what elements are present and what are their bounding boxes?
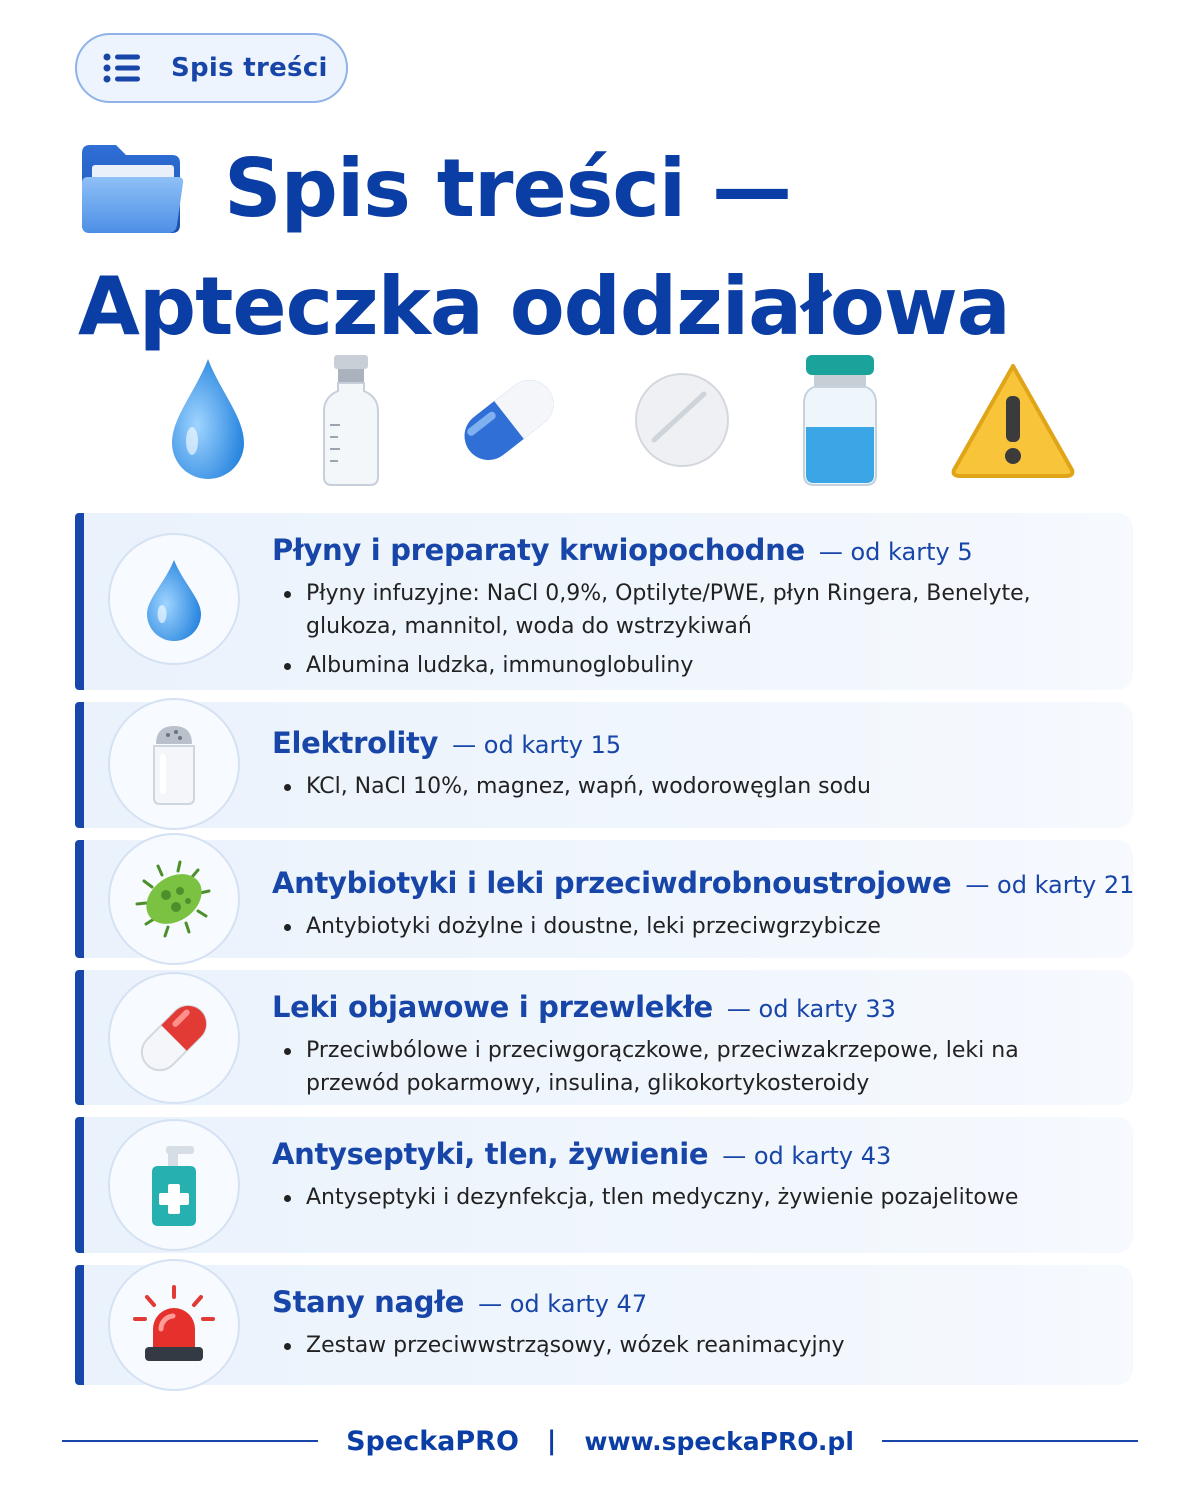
microbe-icon — [132, 857, 216, 941]
warning-icon — [948, 360, 1078, 480]
siren-icon — [129, 1283, 219, 1367]
section-page-ref: — od karty 47 — [478, 1290, 648, 1318]
list-item: Albumina ludzka, immunoglobuliny — [272, 649, 1113, 682]
toc-button[interactable] — [75, 33, 348, 103]
section-page-ref: — od karty 43 — [722, 1142, 892, 1170]
footer-url[interactable]: www.speckaPRO.pl — [584, 1426, 854, 1456]
list-item: Antybiotyki dożylne i doustne, leki przeciwgrzybicze — [272, 910, 1113, 943]
section-title: Leki objawowe i przewlekłe — [272, 990, 713, 1024]
toc-section-symptomatic[interactable] — [75, 970, 1133, 1105]
capsule-icon — [454, 360, 564, 480]
section-icon-frame — [108, 1259, 240, 1391]
medicine-bottle-icon — [800, 353, 880, 488]
section-icon-frame — [108, 972, 240, 1104]
toc-section-emergency[interactable] — [75, 1265, 1133, 1385]
tablet-icon — [632, 370, 732, 470]
footer — [62, 1418, 1138, 1464]
section-page-ref: — od karty 15 — [452, 731, 622, 759]
list-item: Zestaw przeciwwstrząsowy, wózek reanimacyjny — [272, 1329, 1113, 1362]
section-icon-frame — [108, 833, 240, 965]
folder-icon — [78, 143, 186, 235]
section-icon-frame — [108, 1119, 240, 1251]
list-icon — [103, 53, 141, 83]
footer-brand: SpeckaPRO — [346, 1425, 519, 1457]
toc-sections — [75, 513, 1133, 1397]
vial-icon — [316, 353, 386, 488]
page-title — [78, 130, 1138, 366]
salt-shaker-icon — [144, 722, 204, 806]
footer-divider-right — [882, 1440, 1138, 1442]
section-icon-frame — [108, 698, 240, 830]
title-line-1: Spis treści — — [224, 142, 792, 235]
toc-section-fluids[interactable] — [75, 513, 1133, 690]
list-item: KCl, NaCl 10%, magnez, wapń, wodorowęglan sodu — [272, 770, 1113, 803]
section-title: Antyseptyki, tlen, żywienie — [272, 1137, 709, 1171]
toc-section-antiseptics[interactable] — [75, 1117, 1133, 1253]
section-title: Stany nagłe — [272, 1285, 465, 1319]
water-drop-icon — [144, 557, 204, 641]
footer-divider-left — [62, 1440, 318, 1442]
soap-dispenser-icon — [142, 1142, 206, 1228]
title-line-2: Apteczka oddziałowa — [78, 260, 1010, 353]
water-drop-icon — [168, 355, 248, 485]
section-page-ref: — od karty 5 — [818, 538, 973, 566]
icon-row — [168, 350, 1078, 490]
toc-button-label: Spis treści — [171, 53, 328, 83]
section-title: Płyny i preparaty krwiopochodne — [272, 533, 805, 567]
section-page-ref: — od karty 21 — [965, 871, 1135, 899]
section-page-ref: — od karty 33 — [726, 995, 896, 1023]
section-title: Elektrolity — [272, 726, 439, 760]
list-item: Antyseptyki i dezynfekcja, tlen medyczny, żywienie pozajelitowe — [272, 1181, 1113, 1214]
section-icon-frame — [108, 533, 240, 665]
footer-separator: | — [546, 1426, 557, 1456]
list-item: Płyny infuzyjne: NaCl 0,9%, Optilyte/PWE, płyn Ringera, Benelyte, glukoza, mannitol, woda do wstrzykiwań — [272, 577, 1113, 643]
toc-section-electrolytes[interactable] — [75, 702, 1133, 828]
list-item: Przeciwbólowe i przeciwgorączkowe, przeciwzakrzepowe, leki na przewód pokarmowy, insulina, glikokortykosteroidy — [272, 1034, 1113, 1100]
toc-section-antibiotics[interactable] — [75, 840, 1133, 958]
pill-icon — [132, 996, 216, 1080]
section-title: Antybiotyki i leki przeciwdrobnoustrojowe — [272, 866, 952, 900]
